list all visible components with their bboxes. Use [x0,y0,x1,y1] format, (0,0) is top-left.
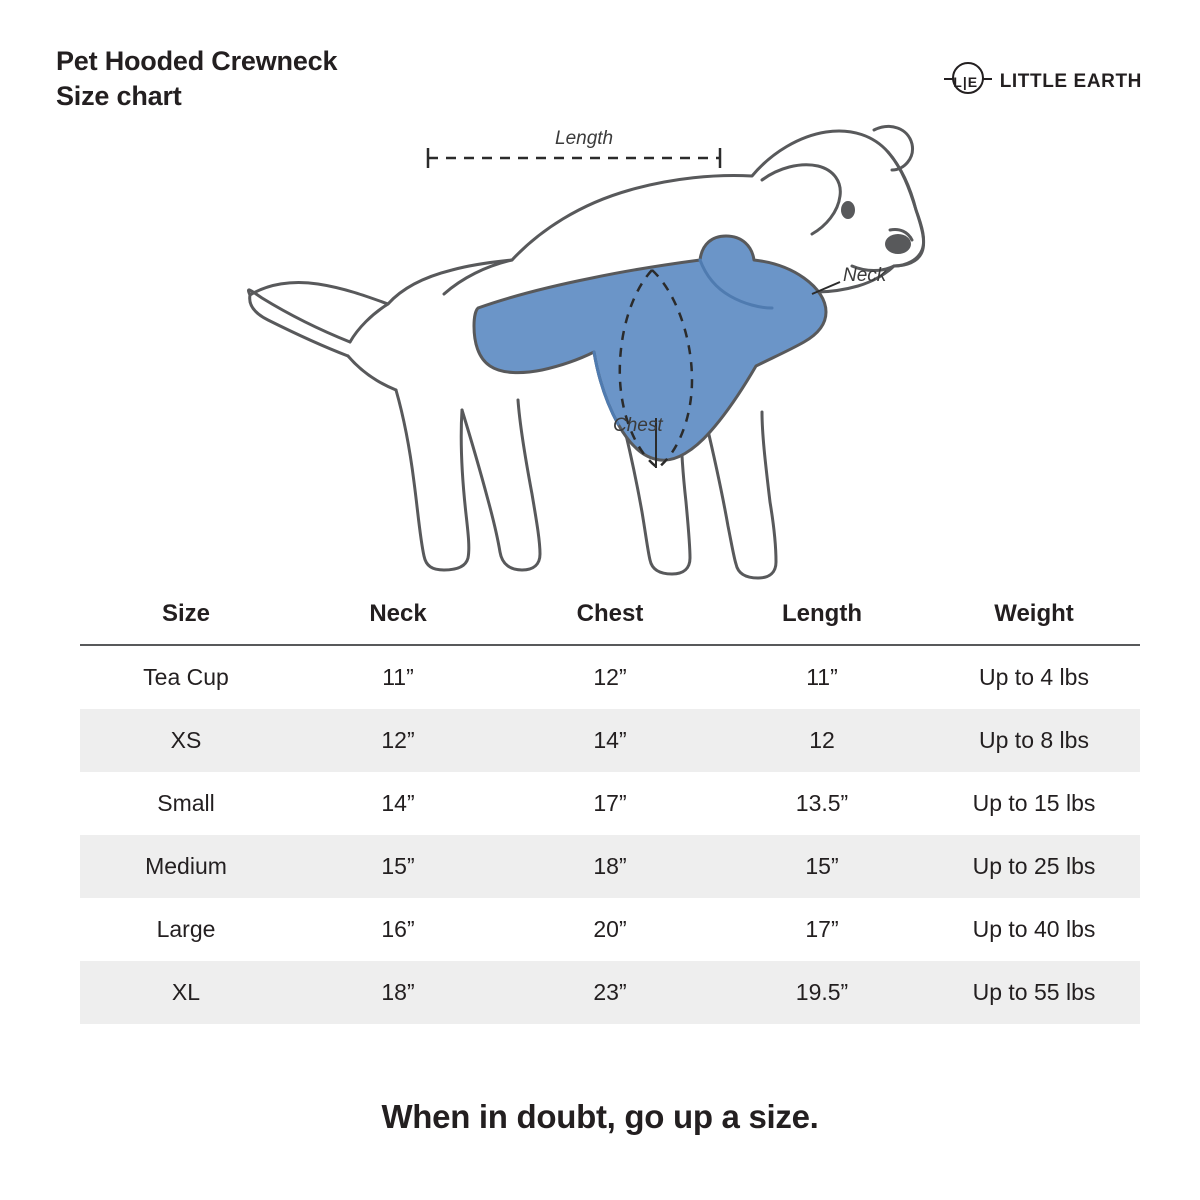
cell-size: XL [171,979,201,1005]
cell-chest: 12” [593,664,627,690]
brand-letters: L|E [953,74,979,90]
diagram-label-chest: Chest [613,415,663,436]
column-header-length: Length [782,600,862,627]
size-table-body [80,645,1140,1024]
cell-weight: Up to 4 lbs [979,664,1089,690]
table-header-row [80,588,1140,645]
page-title-line-1: Pet Hooded Crewneck [56,46,338,76]
cell-chest: 17” [593,790,627,816]
cell-weight: Up to 40 lbs [972,916,1096,942]
brand-name: LITTLE EARTH [999,71,1142,92]
cell-length: 19.5” [795,979,849,1005]
cell-length: 11” [806,664,838,690]
cell-neck: 15” [381,853,415,879]
cell-length: 15” [805,853,839,879]
cell-weight: Up to 8 lbs [979,727,1089,753]
column-header-size: Size [161,600,211,627]
cell-weight: Up to 15 lbs [972,790,1096,816]
table-row [80,645,1140,709]
column-header-neck: Neck [369,600,427,627]
table-row [80,898,1140,961]
cell-size: Large [156,916,216,942]
cell-neck: 18” [381,979,415,1005]
size-table-head [80,588,1140,645]
cell-length: 12 [809,727,835,753]
table-row [80,772,1140,835]
cell-size: Small [157,790,215,816]
cell-length: 17” [805,916,839,942]
page-title-line-2: Size chart [56,80,182,111]
table-row [80,709,1140,772]
diagram-label-neck: Neck [843,265,887,286]
dog-measurement-illustration [0,70,1200,580]
cell-neck: 11” [382,664,414,690]
size-table [80,588,1140,1024]
cell-weight: Up to 55 lbs [972,979,1096,1005]
cell-chest: 23” [593,979,627,1005]
cell-neck: 16” [381,916,415,942]
cell-chest: 20” [593,916,627,942]
cell-weight: Up to 25 lbs [972,853,1096,879]
cell-chest: 18” [593,853,627,879]
cell-length: 13.5” [795,790,849,816]
diagram-label-length: Length [555,128,614,149]
cell-neck: 14” [381,790,415,816]
column-header-weight: Weight [994,600,1074,627]
cell-size: Medium [145,853,227,879]
cell-size: XS [170,727,202,753]
cell-chest: 14” [593,727,627,753]
table-row [80,835,1140,898]
cell-neck: 12” [381,727,415,753]
size-table-wrapper [80,588,1140,1024]
cell-size: Tea Cup [143,664,229,690]
footer-note: When in doubt, go up a size. [381,1098,819,1135]
table-row [80,961,1140,1024]
column-header-chest: Chest [576,600,644,627]
